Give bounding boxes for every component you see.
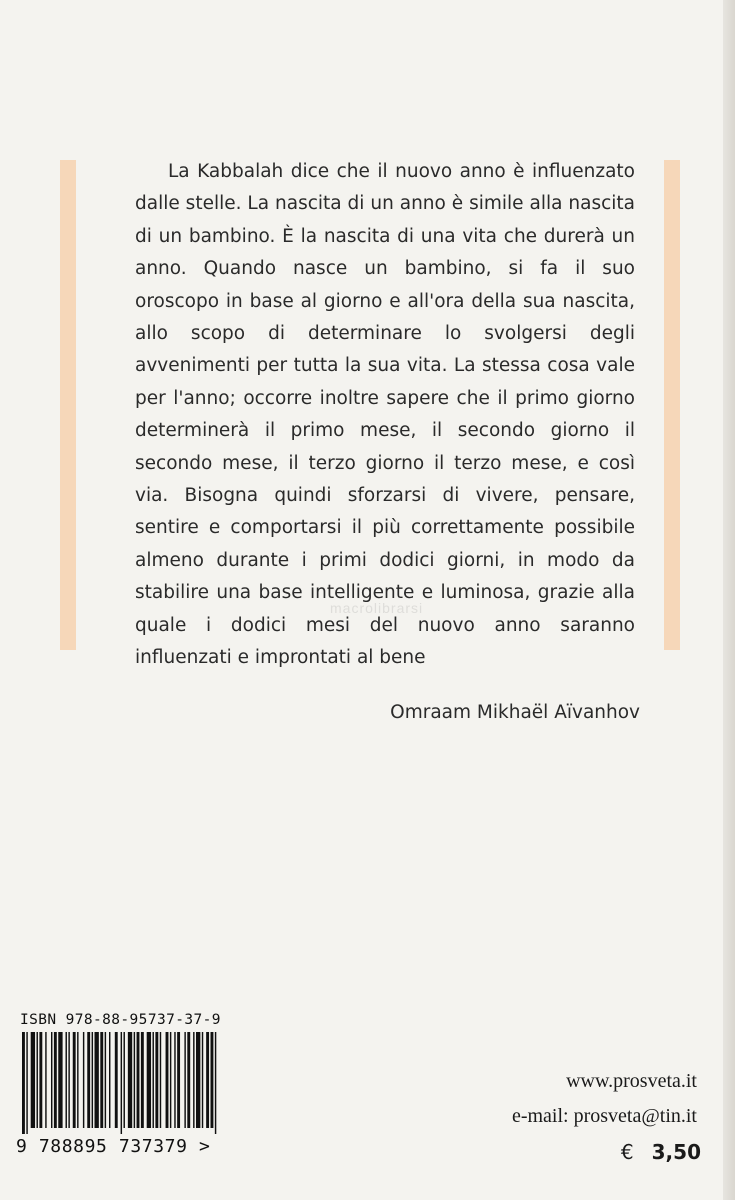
barcode-bar <box>100 1032 103 1128</box>
barcode-bar <box>121 1032 122 1134</box>
author-name: Omraam Mikhaël Aïvanhov <box>390 702 640 723</box>
currency-symbol: € <box>620 1140 634 1164</box>
website-link[interactable]: www.prosveta.it <box>566 1070 697 1092</box>
left-accent-bar <box>60 160 76 650</box>
barcode-bar <box>196 1032 200 1128</box>
barcode-bar <box>83 1032 84 1128</box>
barcode-bar <box>68 1032 69 1128</box>
barcode-bar <box>92 1032 93 1128</box>
barcode-bar <box>134 1032 135 1128</box>
barcode-bar <box>66 1032 67 1128</box>
barcode-bar <box>26 1032 27 1134</box>
isbn-label: ISBN 978-88-95737-37-9 <box>20 1012 221 1028</box>
barcode-bar <box>77 1032 78 1128</box>
barcode-bar <box>45 1032 46 1128</box>
email-link[interactable]: e-mail: prosveta@tin.it <box>511 1105 697 1127</box>
barcode-bar <box>193 1032 194 1128</box>
watermark-text: macrolibrarsi <box>330 600 424 616</box>
barcode-bar <box>73 1032 76 1128</box>
barcode-bar <box>141 1032 144 1128</box>
spine-edge <box>723 0 735 1200</box>
right-accent-bar <box>664 160 680 650</box>
barcode-bar <box>153 1032 154 1128</box>
barcode-bar <box>177 1032 180 1128</box>
barcode-bar <box>215 1032 216 1134</box>
barcode-bar <box>124 1032 125 1128</box>
barcode-bar <box>174 1032 175 1128</box>
barcode-bar <box>166 1032 169 1128</box>
barcode-bar <box>109 1032 110 1128</box>
barcode-bar <box>206 1032 209 1128</box>
barcode-bar <box>87 1032 90 1128</box>
barcode-bar <box>105 1032 106 1128</box>
barcode-digits: 9 788895 737379 > <box>16 1136 211 1157</box>
barcode-bar <box>39 1032 42 1128</box>
barcode-bar <box>51 1032 52 1128</box>
barcode-bar <box>160 1032 161 1128</box>
price-tag <box>621 1140 701 1164</box>
barcode-icon <box>20 1032 295 1134</box>
barcode-bar <box>211 1032 214 1128</box>
barcode-bar <box>128 1032 132 1128</box>
quote-text: La Kabbalah dice che il nuovo anno è influenzato dalle stelle. La nascita di un anno è simile alla nascita di un bambino. È la nascita di una vita che durerà un anno. Quando nasce un bambino, si fa il suo oroscopo in base al giorno e all'ora della sua nascita, allo scopo di determinare lo svolgersi degli avvenimenti per tutta la sua vita. La stessa cosa vale per l'anno; occorre inoltre sapere che il primo giorno determinerà il primo mese, il secondo giorno il secondo mese, il terzo giorno il terzo mese, e così via. Bisogna quindi sforzarsi di vivere, pensare, sentire e comportarsi il più correttamente possibile almeno durante i primi dodici giorni, in modo da stabilire una base intelligente e luminosa, grazie alla quale i dodici mesi del nuovo anno saranno influenzati e improntati al bene <box>135 161 635 669</box>
barcode-bar <box>170 1032 171 1128</box>
barcode-bar <box>37 1032 38 1128</box>
barcode-bar <box>31 1032 35 1128</box>
barcode-bar <box>95 1032 99 1128</box>
barcode-bar <box>147 1032 151 1128</box>
price-amount: 3,50 <box>651 1140 701 1164</box>
barcode-bar <box>184 1032 185 1128</box>
barcode-bar <box>155 1032 158 1128</box>
barcode-bar <box>54 1032 57 1128</box>
barcode-bar <box>137 1032 140 1128</box>
barcode-bar <box>58 1032 62 1128</box>
barcode-bar <box>202 1032 203 1128</box>
barcode-bar <box>187 1032 190 1128</box>
barcode-bar <box>22 1032 25 1134</box>
barcode-bar <box>115 1032 118 1128</box>
